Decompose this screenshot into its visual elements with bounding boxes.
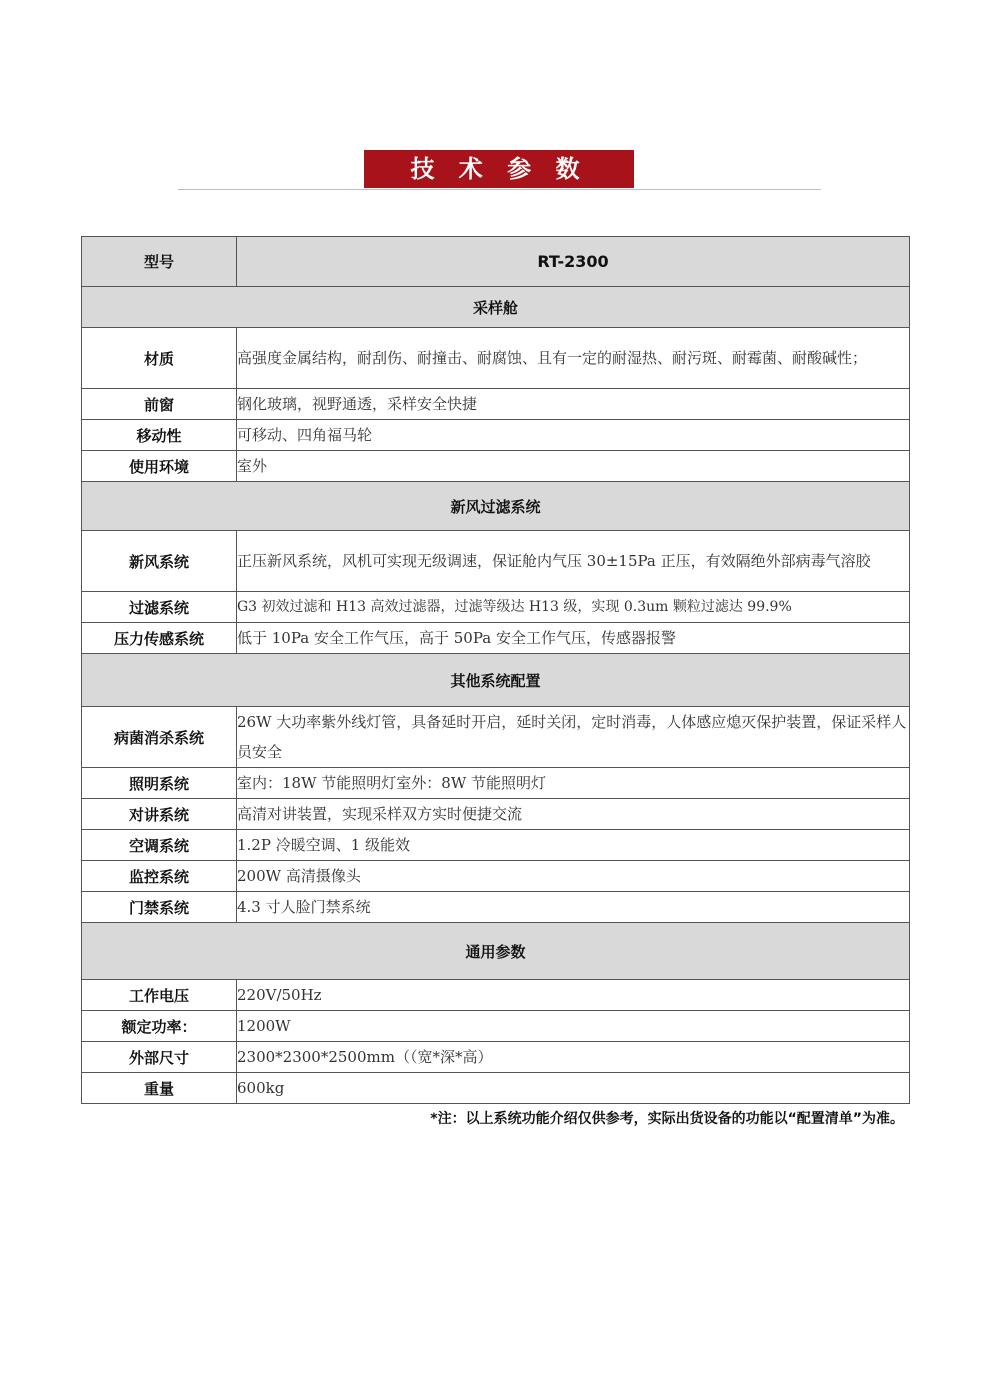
row-label: 重量 [82, 1073, 237, 1104]
table-row [82, 451, 910, 482]
row-label: 额定功率： [82, 1011, 237, 1042]
row-value: 正压新风系统，风机可实现无级调速，保证舱内气压 30±15Pa 正压，有效隔绝外部病毒气溶胶 [237, 531, 910, 592]
row-label: 照明系统 [82, 768, 237, 799]
title-area [0, 150, 1000, 190]
table-row [82, 623, 910, 654]
row-value: 高清对讲装置，实现采样双方实时便捷交流 [237, 799, 910, 830]
row-label: 压力传感系统 [82, 623, 237, 654]
row-label: 监控系统 [82, 861, 237, 892]
row-label: 使用环境 [82, 451, 237, 482]
table-row [82, 707, 910, 768]
row-value: 1.2P 冷暖空调、1 级能效 [237, 830, 910, 861]
table-row [82, 830, 910, 861]
table-row [82, 420, 910, 451]
model-label: 型号 [82, 237, 237, 287]
table-row [82, 1042, 910, 1073]
table-row [82, 799, 910, 830]
row-label: 过滤系统 [82, 592, 237, 623]
row-label: 外部尺寸 [82, 1042, 237, 1073]
row-value: 4.3 寸人脸门禁系统 [237, 892, 910, 923]
row-value: 钢化玻璃，视野通透，采样安全快捷 [237, 389, 910, 420]
row-value: 2300*2300*2500mm（（宽*深*高） [237, 1042, 910, 1073]
row-value: G3 初效过滤和 H13 高效过滤器，过滤等级达 H13 级，实现 0.3um 颗粒过滤达 99.9% [237, 592, 910, 623]
row-value: 600kg [237, 1073, 910, 1104]
table-row [82, 892, 910, 923]
row-label: 材质 [82, 328, 237, 389]
section-row [82, 287, 910, 328]
title-divider [178, 189, 821, 190]
table-row [82, 328, 910, 389]
row-value: 200W 高清摄像头 [237, 861, 910, 892]
table-row [82, 861, 910, 892]
table-header-row [82, 237, 910, 287]
table-row [82, 389, 910, 420]
section-fresh-air: 新风过滤系统 [82, 482, 910, 531]
row-value: 室内：18W 节能照明灯室外：8W 节能照明灯 [237, 768, 910, 799]
row-label: 对讲系统 [82, 799, 237, 830]
row-value: 室外 [237, 451, 910, 482]
table-row [82, 768, 910, 799]
row-value: 可移动、四角福马轮 [237, 420, 910, 451]
row-label: 移动性 [82, 420, 237, 451]
row-value: 低于 10Pa 安全工作气压，高于 50Pa 安全工作气压，传感器报警 [237, 623, 910, 654]
row-label: 病菌消杀系统 [82, 707, 237, 768]
row-value: 26W 大功率紫外线灯管，具备延时开启，延时关闭，定时消毒，人体感应熄灭保护装置，保证采样人员安全 [237, 707, 910, 768]
row-label: 前窗 [82, 389, 237, 420]
section-row [82, 923, 910, 980]
row-label: 门禁系统 [82, 892, 237, 923]
section-sampling: 采样舱 [82, 287, 910, 328]
section-row [82, 654, 910, 707]
row-value: 220V/50Hz [237, 980, 910, 1011]
row-value: 1200W [237, 1011, 910, 1042]
page-title: 技 术 参 数 [364, 150, 634, 188]
row-label: 空调系统 [82, 830, 237, 861]
footnote: *注：以上系统功能介绍仅供参考，实际出货设备的功能以“配置清单”为准。 [430, 1111, 904, 1127]
table-row [82, 1011, 910, 1042]
row-label: 新风系统 [82, 531, 237, 592]
section-general: 通用参数 [82, 923, 910, 980]
section-other: 其他系统配置 [82, 654, 910, 707]
row-value: 高强度金属结构，耐刮伤、耐撞击、耐腐蚀、且有一定的耐湿热、耐污斑、耐霉菌、耐酸碱性； [237, 328, 910, 389]
table-row [82, 592, 910, 623]
spec-table [81, 236, 910, 1104]
row-label: 工作电压 [82, 980, 237, 1011]
table-row [82, 531, 910, 592]
model-value: RT-2300 [237, 237, 910, 287]
table-row [82, 1073, 910, 1104]
section-row [82, 482, 910, 531]
table-row [82, 980, 910, 1011]
